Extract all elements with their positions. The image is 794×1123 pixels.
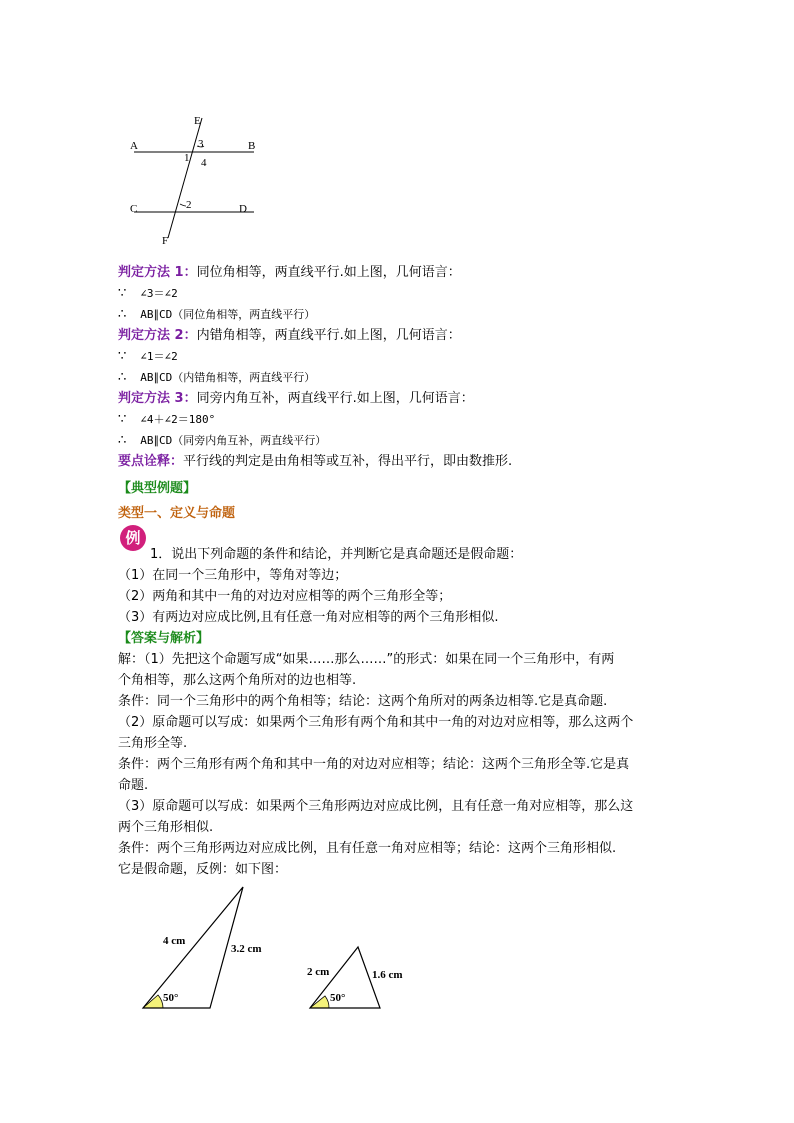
- keypoint-line: [118, 452, 512, 472]
- line-ef: [168, 118, 202, 238]
- label-e: E: [194, 115, 201, 127]
- label-angle-1: 1: [184, 152, 190, 164]
- method3-heading: [118, 389, 474, 409]
- therefore-symbol: ∴: [118, 433, 127, 448]
- method1-conclusion-line: [118, 305, 315, 325]
- method3-premise: ∠4＋∠2＝180°: [140, 413, 216, 426]
- method2-conclusion-line: [118, 368, 315, 388]
- label-angle-2: 2: [186, 199, 192, 211]
- example-badge: [120, 525, 146, 551]
- triangle1-side-a: 4 cm: [163, 935, 186, 947]
- triangle1-angle: 50°: [163, 992, 179, 1004]
- triangle2-side-b: 1.6 cm: [372, 969, 403, 981]
- triangle1: [143, 887, 243, 1008]
- method1-premise-line: [118, 284, 178, 304]
- method2-premise: ∠1＝∠2: [140, 350, 178, 363]
- keypoint-text: 平行线的判定是由角相等或互补，得出平行，即由数推形.: [183, 454, 513, 469]
- counterexample-triangles: [130, 880, 430, 1020]
- answer-line-2: 个角相等，那么这两个角所对的边也相等.: [118, 673, 357, 688]
- method1-text: 同位角相等，两直线平行.如上图，几何语言：: [196, 265, 461, 280]
- triangle2-side-a: 2 cm: [307, 966, 330, 978]
- answer-line-7: 命题.: [118, 778, 149, 793]
- method1-premise: ∠3＝∠2: [140, 287, 178, 300]
- method3-label: 判定方法 3：: [118, 391, 197, 406]
- label-f: F: [162, 235, 169, 247]
- method2-text: 内错角相等，两直线平行.如上图，几何语言：: [196, 328, 461, 343]
- triangle2-angle: 50°: [330, 992, 346, 1004]
- method3-premise-line: [118, 410, 215, 430]
- question-item-1: （1）在同一个三角形中，等角对等边；: [118, 568, 348, 583]
- method1-heading: [118, 263, 461, 283]
- answer-line-10: 条件：两个三角形两边对应成比例，且有任意一角对应相等；结论：这两个三角形相似.: [118, 841, 617, 856]
- answer-line-11: 它是假命题，反例：如下图：: [118, 862, 288, 877]
- answer-line-5: 三角形全等.: [118, 736, 188, 751]
- label-angle-4: 4: [201, 157, 207, 169]
- example-badge-text: 例: [125, 529, 141, 547]
- method2-conclusion: AB∥CD（内错角相等，两直线平行）: [140, 371, 316, 384]
- label-angle-3: 3: [198, 138, 204, 150]
- parallel-lines-figure: [118, 110, 263, 250]
- method2-heading: [118, 326, 461, 346]
- label-b: B: [248, 140, 256, 152]
- because-symbol: ∵: [118, 412, 127, 427]
- answer-line-3: 条件：同一个三角形中的两个角相等；结论：这两个角所对的两条边相等.它是真命题.: [118, 694, 608, 709]
- method1-conclusion: AB∥CD（同位角相等，两直线平行）: [140, 308, 316, 321]
- method3-conclusion-line: [118, 431, 326, 451]
- therefore-symbol: ∴: [118, 370, 127, 385]
- section-title: 【典型例题】: [118, 481, 197, 496]
- method3-conclusion: AB∥CD（同旁内角互补，两直线平行）: [140, 434, 327, 447]
- triangle1-angle-fill: [143, 995, 163, 1008]
- method2-premise-line: [118, 347, 178, 367]
- answer-line-9: 两个三角形相似.: [118, 820, 214, 835]
- answer-line-4: （2）原命题可以写成：如果两个三角形有两个角和其中一角的对边对应相等，那么这两个: [118, 715, 634, 730]
- answer-line-6: 条件：两个三角形有两个角和其中一角的对边对应相等；结论：这两个三角形全等.它是真: [118, 757, 630, 772]
- question-stem: 1．说出下列命题的条件和结论，并判断它是真命题还是假命题：: [150, 547, 523, 562]
- keypoint-label: 要点诠释：: [118, 454, 184, 469]
- answer-line-8: （3）原命题可以写成：如果两个三角形两边对应成比例，且有任意一角对应相等，那么这: [118, 799, 634, 814]
- question-item-2: （2）两角和其中一角的对边对应相等的两个三角形全等；: [118, 589, 452, 604]
- label-a: A: [130, 140, 138, 152]
- because-symbol: ∵: [118, 286, 127, 301]
- answer-line-1: 解：（1）先把这个命题写成“如果……那么……”的形式：如果在同一个三角形中，有两: [118, 652, 615, 667]
- label-c: C: [130, 203, 138, 215]
- type1-title: 类型一、定义与命题: [118, 506, 236, 521]
- triangle1-side-b: 3.2 cm: [231, 943, 262, 955]
- question-item-3: （3）有两边对应成比例,且有任意一角对应相等的两个三角形相似.: [118, 610, 499, 625]
- answer-title: 【答案与解析】: [118, 631, 210, 646]
- therefore-symbol: ∴: [118, 307, 127, 322]
- method2-label: 判定方法 2：: [118, 328, 197, 343]
- triangle2-angle-fill: [310, 996, 329, 1008]
- method1-label: 判定方法 1：: [118, 265, 197, 280]
- because-symbol: ∵: [118, 349, 127, 364]
- label-d: D: [239, 203, 247, 215]
- method3-text: 同旁内角互补，两直线平行.如上图，几何语言：: [196, 391, 474, 406]
